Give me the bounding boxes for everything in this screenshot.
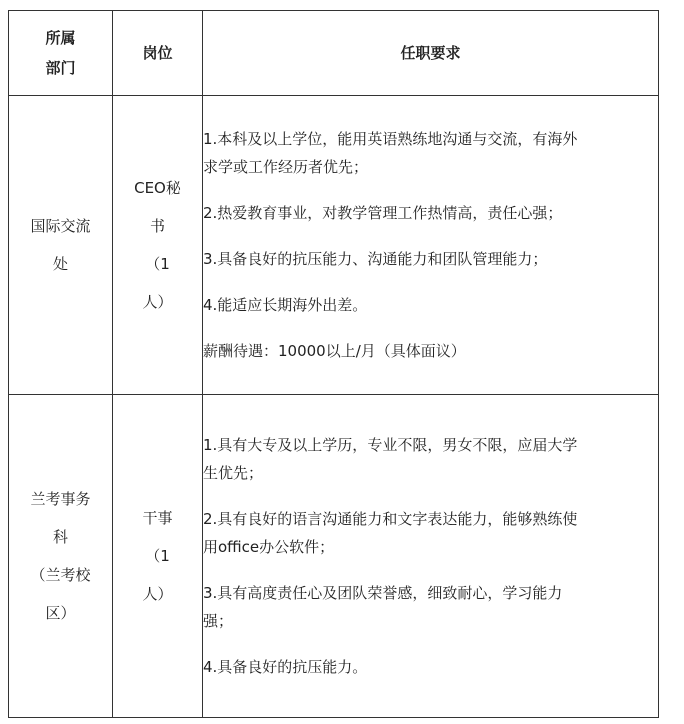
position-text: （1	[145, 255, 170, 273]
header-department	[9, 11, 113, 96]
requirement-line: 2.具有良好的语言沟通能力和文字表达能力，能够熟练使	[203, 510, 578, 528]
position-cell	[113, 96, 203, 395]
department-text: 区）	[45, 604, 76, 622]
header-department-line2: 部门	[45, 59, 76, 77]
department-text: 国际交流	[30, 217, 91, 235]
position-text: 干事	[142, 509, 173, 527]
position-text: 书	[149, 217, 165, 235]
department-text: （兰考校	[30, 566, 91, 584]
position-text: 人）	[142, 585, 173, 603]
requirement-line: 4.具备良好的抗压能力。	[203, 658, 368, 676]
requirements-cell	[203, 96, 659, 395]
job-requirements-table	[8, 10, 659, 718]
department-text: 科	[52, 528, 68, 546]
position-text: CEO秘	[134, 179, 181, 197]
position-text: 人）	[142, 293, 173, 311]
table-row	[9, 395, 659, 718]
requirement-line: 3.具备良好的抗压能力、沟通能力和团队管理能力；	[203, 250, 548, 268]
requirement-line: 求学或工作经历者优先；	[203, 158, 369, 176]
requirements-cell	[203, 395, 659, 718]
salary-line: 薪酬待遇：10000以上/月（具体面议）	[203, 342, 466, 360]
header-requirements: 任职要求	[203, 11, 659, 96]
requirement-line: 生优先；	[203, 464, 264, 482]
requirement-line: 3.具有高度责任心及团队荣誉感，细致耐心，学习能力	[203, 584, 563, 602]
requirement-line: 1.具有大专及以上学历，专业不限，男女不限，应届大学	[203, 436, 578, 454]
table-row	[9, 96, 659, 395]
requirement-line: 4.能适应长期海外出差。	[203, 296, 368, 314]
requirement-line: 用office办公软件；	[203, 538, 335, 556]
header-department-line1: 所属	[45, 29, 76, 47]
position-text: （1	[145, 547, 170, 565]
header-position: 岗位	[113, 11, 203, 96]
department-cell	[9, 96, 113, 395]
department-text: 处	[52, 255, 68, 273]
header-row	[9, 11, 659, 96]
department-cell	[9, 395, 113, 718]
position-cell	[113, 395, 203, 718]
department-text: 兰考事务	[30, 490, 91, 508]
requirement-line: 2.热爱教育事业，对教学管理工作热情高，责任心强；	[203, 204, 563, 222]
requirement-line: 1.本科及以上学位，能用英语熟练地沟通与交流，有海外	[203, 130, 578, 148]
requirement-line: 强；	[203, 612, 234, 630]
